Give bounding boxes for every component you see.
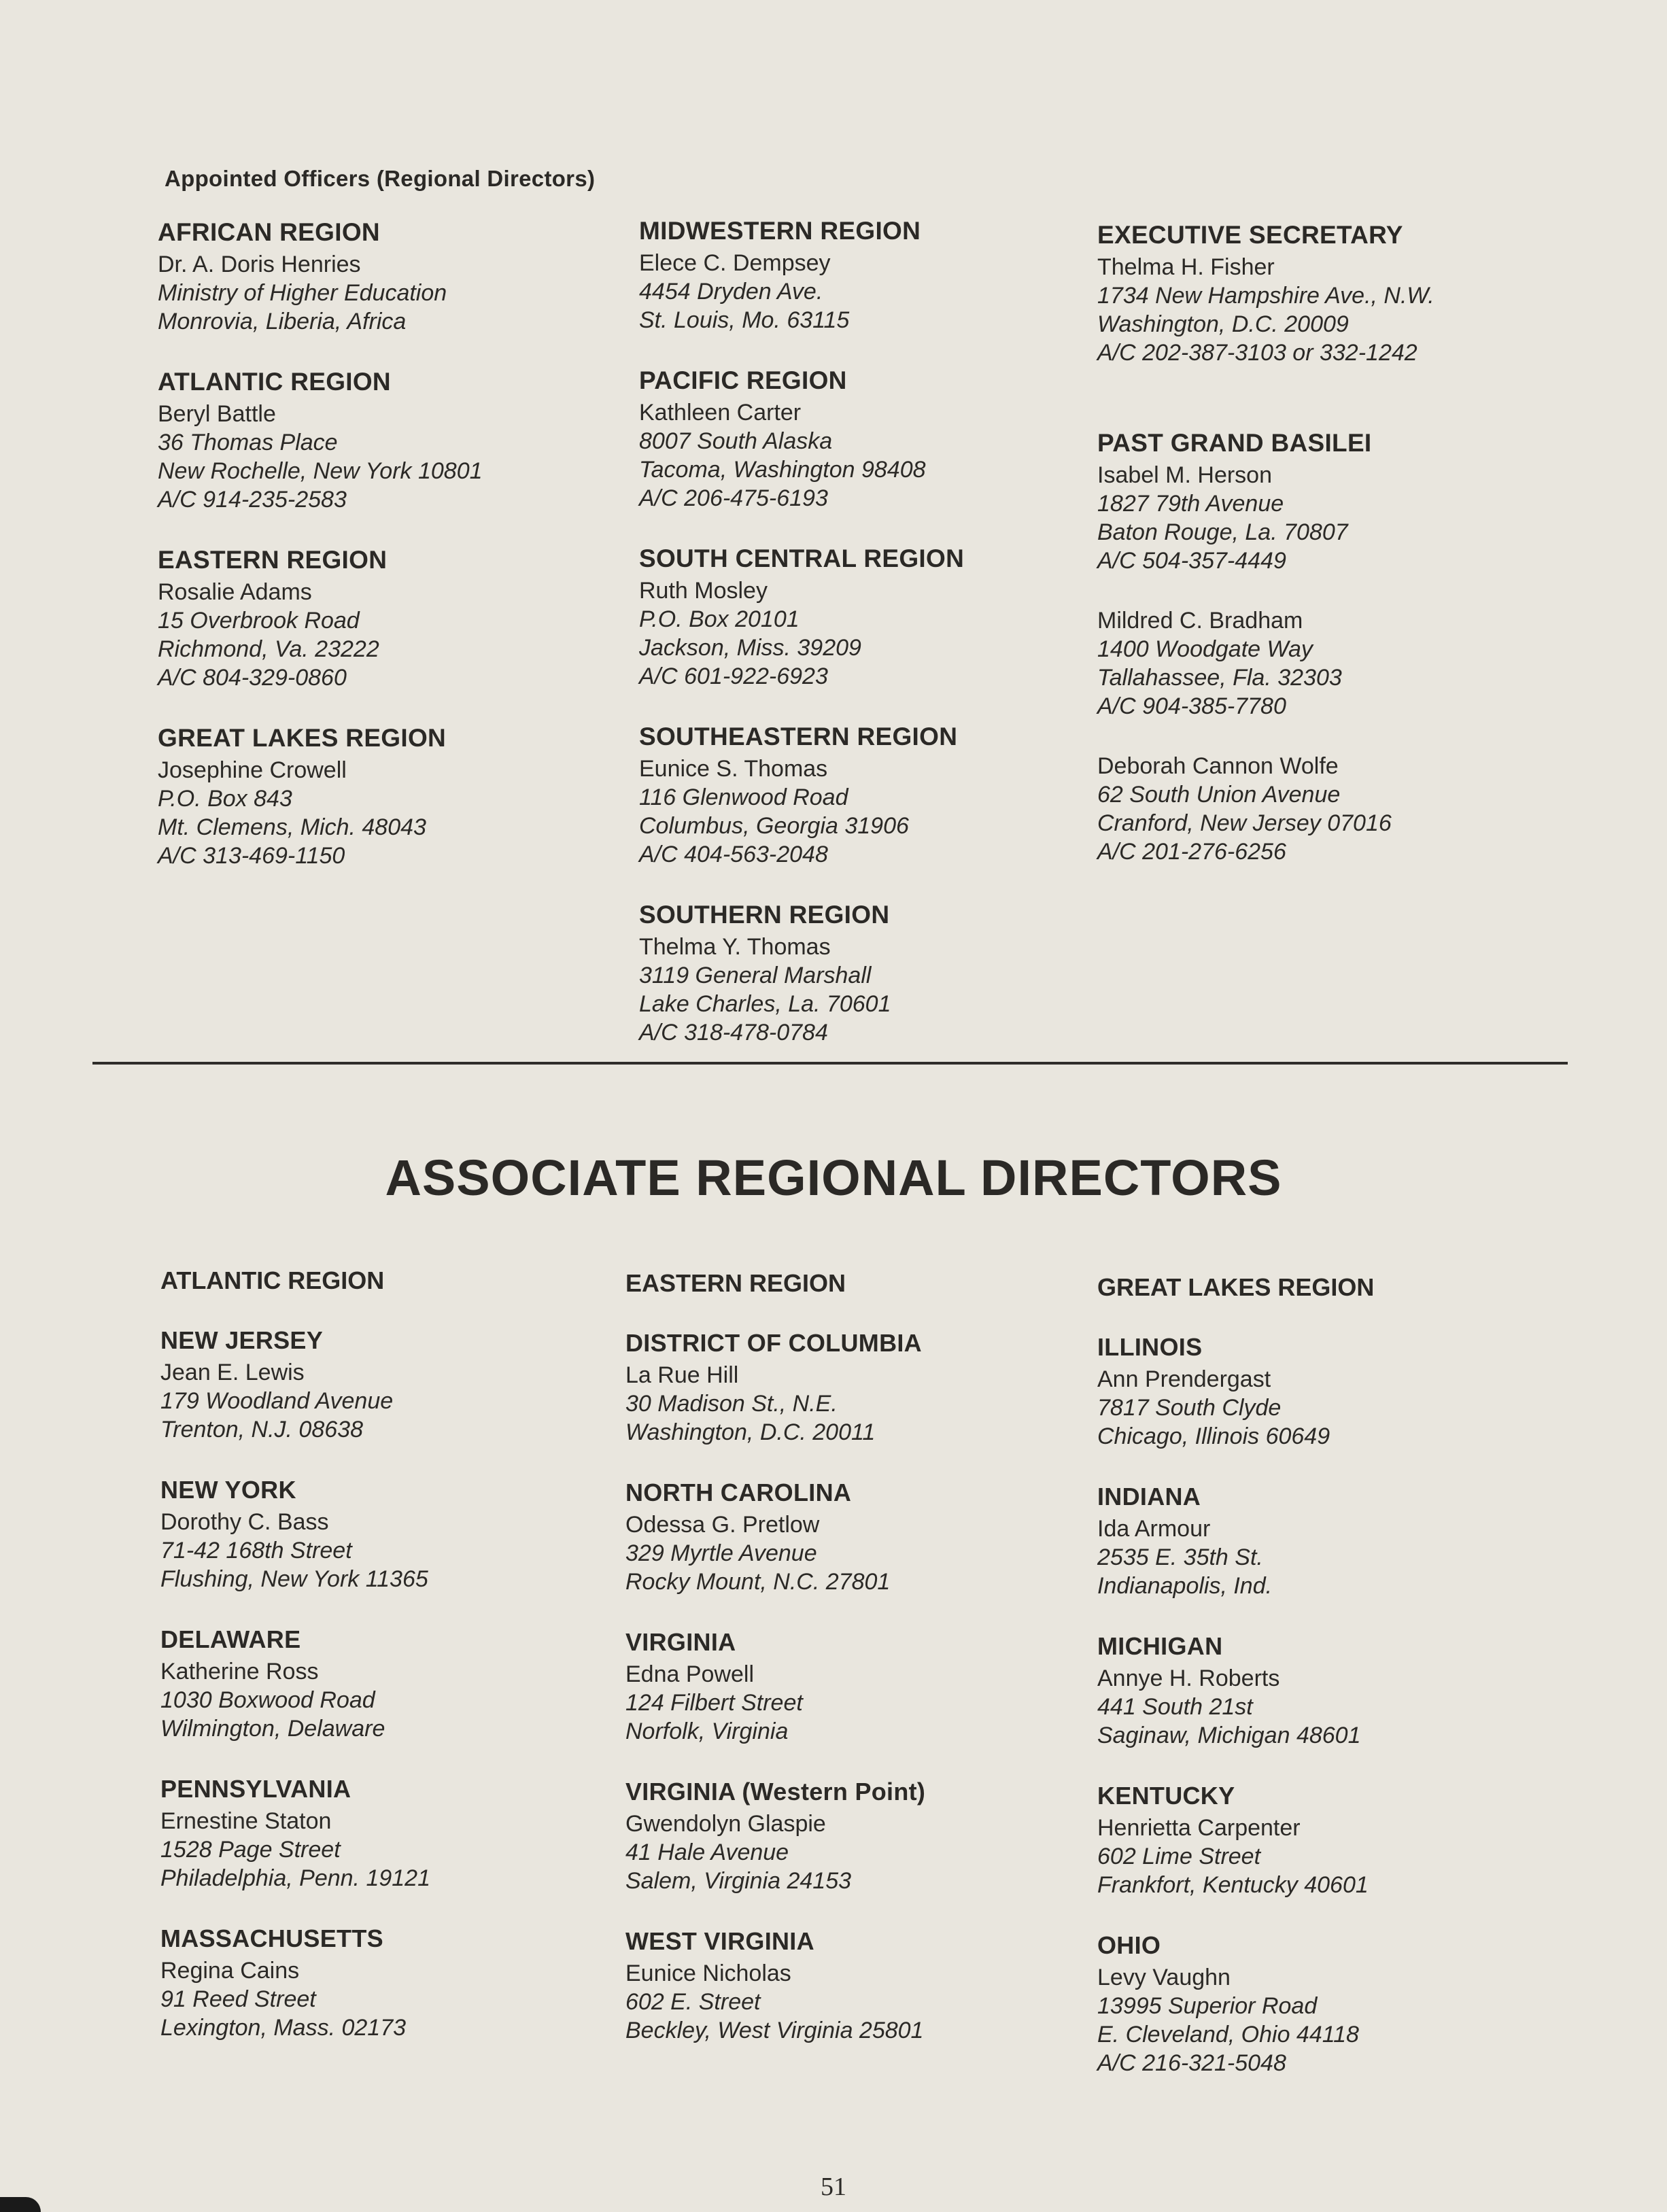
entry-address-line: 1400 Woodgate Way [1097,636,1313,662]
entry-address-line: P.O. Box 843 [158,786,292,812]
entry-address-line: Baton Rouge, La. 70807 [1097,519,1348,545]
directory-entry [639,722,1101,869]
associate-column-3 [1097,1273,1560,2109]
directory-entry [625,1777,1088,1895]
directory-entry [639,544,1101,691]
entry-name: Odessa G. Pretlow [625,1512,820,1538]
entry-name: Isabel M. Herson [1097,462,1272,488]
entry-heading: PENNSYLVANIA [160,1775,351,1803]
entry-name: Thelma Y. Thomas [639,934,831,960]
directory-entry [158,545,620,692]
page-edge-shadow [0,2197,41,2212]
entry-heading: OHIO [1097,1931,1161,1959]
directory-entry [158,218,620,336]
directory-entry [1097,428,1560,575]
entry-heading: MICHIGAN [1097,1632,1223,1660]
entry-name: Annye H. Roberts [1097,1665,1280,1691]
directory-entry [1097,220,1560,367]
entry-address-line: 1827 79th Avenue [1097,491,1284,517]
entry-name: Beryl Battle [158,401,276,427]
entry-heading: EASTERN REGION [158,546,388,574]
entry-address-line: A/C 914-235-2583 [158,487,347,513]
directory-entry [160,1475,623,1593]
directory-entry [1097,752,1560,866]
page-number: 51 [821,2173,846,2201]
directory-entry [158,367,620,514]
entry-heading: PACIFIC REGION [639,366,847,394]
entry-name: Katherine Ross [160,1659,319,1684]
entry-address-line: 30 Madison St., N.E. [625,1391,838,1417]
directory-entry [1097,1631,1560,1750]
appointed-column-3 [1097,220,1560,897]
entry-heading: DISTRICT OF COLUMBIA [625,1329,922,1357]
entry-address-line: Washington, D.C. 20011 [625,1419,876,1445]
state-list [160,1326,623,2042]
entry-heading: PAST GRAND BASILEI [1097,429,1372,457]
entry-name: Ruth Mosley [639,578,768,604]
entry-address-line: Columbus, Georgia 31906 [639,813,909,839]
entry-heading: SOUTHEASTERN REGION [639,723,958,750]
entry-heading: KENTUCKY [1097,1782,1235,1810]
entry-address-line: 41 Hale Avenue [625,1839,789,1865]
entry-address-line: Richmond, Va. 23222 [158,636,379,662]
directory-entry [639,216,1101,334]
entry-address-line: E. Cleveland, Ohio 44118 [1097,2022,1359,2047]
entry-name: Eunice S. Thomas [639,756,828,782]
directory-entry [625,1627,1088,1746]
entry-heading: GREAT LAKES REGION [158,724,447,752]
entry-address-line: 124 Filbert Street [625,1690,803,1716]
entry-address-line: 7817 South Clyde [1097,1395,1282,1421]
associate-title: ASSOCIATE REGIONAL DIRECTORS [385,1150,1282,1206]
entry-heading: WEST VIRGINIA [625,1927,814,1955]
directory-entry [1097,1482,1560,1600]
entry-address-line: 2535 E. 35th St. [1097,1544,1263,1570]
entry-name: Ida Armour [1097,1516,1211,1542]
entry-address-line: Rocky Mount, N.C. 27801 [625,1569,891,1595]
entry-name: Josephine Crowell [158,757,347,783]
entry-address-line: 71-42 168th Street [160,1538,352,1563]
entry-heading: VIRGINIA (Western Point) [625,1778,926,1805]
directory-entry [158,723,620,870]
entry-name: Elece C. Dempsey [639,250,831,276]
region-label: ATLANTIC REGION [160,1266,385,1294]
entry-heading: DELAWARE [160,1625,301,1653]
associate-column-2 [625,1268,1088,2076]
directory-entry [1097,1781,1560,1899]
directory-entry [639,900,1101,1047]
entry-address-line: 441 South 21st [1097,1694,1253,1720]
entry-address-line: 116 Glenwood Road [639,784,848,810]
entry-address-line: 1734 New Hampshire Ave., N.W. [1097,283,1434,309]
entry-address-line: A/C 904-385-7780 [1097,693,1286,719]
entry-address-line: Washington, D.C. 20009 [1097,311,1349,337]
entry-name: Thelma H. Fisher [1097,254,1275,280]
entry-address-line: 1528 Page Street [160,1837,341,1863]
entry-address-line: 13995 Superior Road [1097,1993,1318,2019]
entry-address-line: Philadelphia, Penn. 19121 [160,1865,430,1891]
entry-address-line: A/C 318-478-0784 [639,1020,828,1045]
region-label: GREAT LAKES REGION [1097,1273,1375,1301]
entry-name: Deborah Cannon Wolfe [1097,753,1339,779]
entry-name: La Rue Hill [625,1362,739,1388]
entry-heading: SOUTH CENTRAL REGION [639,545,965,572]
entry-address-line: A/C 202-387-3103 or 332-1242 [1097,340,1417,366]
entry-heading: EXECUTIVE SECRETARY [1097,221,1403,249]
entry-address-line: Jackson, Miss. 39209 [639,635,861,661]
associate-column-1 [160,1266,623,2073]
directory-entry [1097,606,1560,721]
directory-entry [625,1478,1088,1596]
entry-address-line: A/C 313-469-1150 [158,843,345,869]
entry-address-line: A/C 201-276-6256 [1097,839,1286,865]
entry-name: Rosalie Adams [158,579,312,605]
entry-address-line: 602 Lime Street [1097,1844,1261,1869]
entry-address-line: 36 Thomas Place [158,430,338,455]
entry-heading: NEW YORK [160,1476,296,1504]
directory-entry [639,366,1101,513]
entry-address-line: Tallahassee, Fla. 32303 [1097,665,1342,691]
directory-entry [1097,1931,1560,2077]
entry-address-line: Chicago, Illinois 60649 [1097,1423,1330,1449]
directory-entry [625,1328,1088,1447]
entry-heading: INDIANA [1097,1483,1201,1510]
entry-address-line: 8007 South Alaska [639,428,833,454]
entry-address-line: Cranford, New Jersey 07016 [1097,810,1392,836]
section-divider [92,1062,1568,1065]
entry-address-line: Frankfort, Kentucky 40601 [1097,1872,1369,1898]
entry-name: Eunice Nicholas [625,1960,791,1986]
entry-address-line: New Rochelle, New York 10801 [158,458,483,484]
entry-address-line: A/C 504-357-4449 [1097,548,1286,574]
entry-address-line: Flushing, New York 11365 [160,1566,428,1592]
entry-address-line: St. Louis, Mo. 63115 [639,307,850,333]
entry-heading: MIDWESTERN REGION [639,217,921,245]
entry-address-line: 179 Woodland Avenue [160,1388,394,1414]
entry-address-line: 602 E. Street [625,1989,761,2015]
entry-heading: MASSACHUSETTS [160,1924,383,1952]
entry-address-line: Indianapolis, Ind. [1097,1573,1273,1599]
entry-name: Edna Powell [625,1661,755,1687]
entry-name: Regina Cains [160,1958,300,1984]
entry-address-line: 91 Reed Street [160,1986,316,2012]
state-list [1097,1332,1560,2077]
directory-entry [160,1774,623,1893]
entry-address-line: 15 Overbrook Road [158,608,360,634]
entry-address-line: A/C 804-329-0860 [158,665,347,691]
directory-entry [160,1625,623,1743]
state-list [625,1328,1088,2045]
entry-address-line: A/C 216-321-5048 [1097,2050,1286,2076]
entry-name: Kathleen Carter [639,400,802,426]
entry-heading: ATLANTIC REGION [158,368,391,396]
entry-name: Gwendolyn Glaspie [625,1811,826,1837]
directory-entry [160,1924,623,2042]
entry-address-line: Saginaw, Michigan 48601 [1097,1723,1361,1748]
entry-name: Mildred C. Bradham [1097,608,1303,634]
entry-address-line: Lake Charles, La. 70601 [639,991,891,1017]
entry-address-line: A/C 404-563-2048 [639,842,828,867]
entry-address-line: P.O. Box 20101 [639,606,800,632]
directory-entry [160,1326,623,1444]
entry-heading: AFRICAN REGION [158,218,380,246]
entry-address-line: 1030 Boxwood Road [160,1687,375,1713]
entry-name: Dorothy C. Bass [160,1509,329,1535]
appointed-officers-heading: Appointed Officers (Regional Directors) [165,166,596,191]
entry-address-line: A/C 206-475-6193 [639,485,828,511]
entry-address-line: 62 South Union Avenue [1097,782,1341,808]
entry-address-line: Mt. Clemens, Mich. 48043 [158,814,426,840]
entry-address-line: Monrovia, Liberia, Africa [158,309,407,334]
appointed-column-2 [639,216,1101,1078]
entry-name: Dr. A. Doris Henries [158,252,361,277]
entry-address-line: Wilmington, Delaware [160,1716,385,1742]
entry-name: Ernestine Staton [160,1808,332,1834]
entry-address-line: Tacoma, Washington 98408 [639,457,926,483]
entry-address-line: Salem, Virginia 24153 [625,1868,852,1894]
entry-heading: ILLINOIS [1097,1333,1203,1361]
entry-address-line: A/C 601-922-6923 [639,663,828,689]
entry-address-line: 3119 General Marshall [639,963,872,988]
entry-address-line: Ministry of Higher Education [158,280,447,306]
entry-heading: NORTH CAROLINA [625,1479,852,1506]
entry-heading: VIRGINIA [625,1628,736,1656]
entry-address-line: 329 Myrtle Avenue [625,1540,817,1566]
entry-name: Ann Prendergast [1097,1366,1271,1392]
entry-heading: SOUTHERN REGION [639,901,890,929]
entry-name: Henrietta Carpenter [1097,1815,1301,1841]
entry-address-line: Beckley, West Virginia 25801 [625,2018,924,2043]
entry-name: Jean E. Lewis [160,1360,305,1385]
entry-address-line: Trenton, N.J. 08638 [160,1417,363,1442]
entry-address-line: Norfolk, Virginia [625,1718,789,1744]
directory-entry [625,1926,1088,2045]
entry-address-line: 4454 Dryden Ave. [639,279,823,305]
region-label: EASTERN REGION [625,1269,846,1297]
entry-heading: NEW JERSEY [160,1326,324,1354]
appointed-column-1 [158,218,620,901]
entry-address-line: Lexington, Mass. 02173 [160,2015,407,2041]
entry-name: Levy Vaughn [1097,1965,1231,1990]
directory-entry [1097,1332,1560,1451]
